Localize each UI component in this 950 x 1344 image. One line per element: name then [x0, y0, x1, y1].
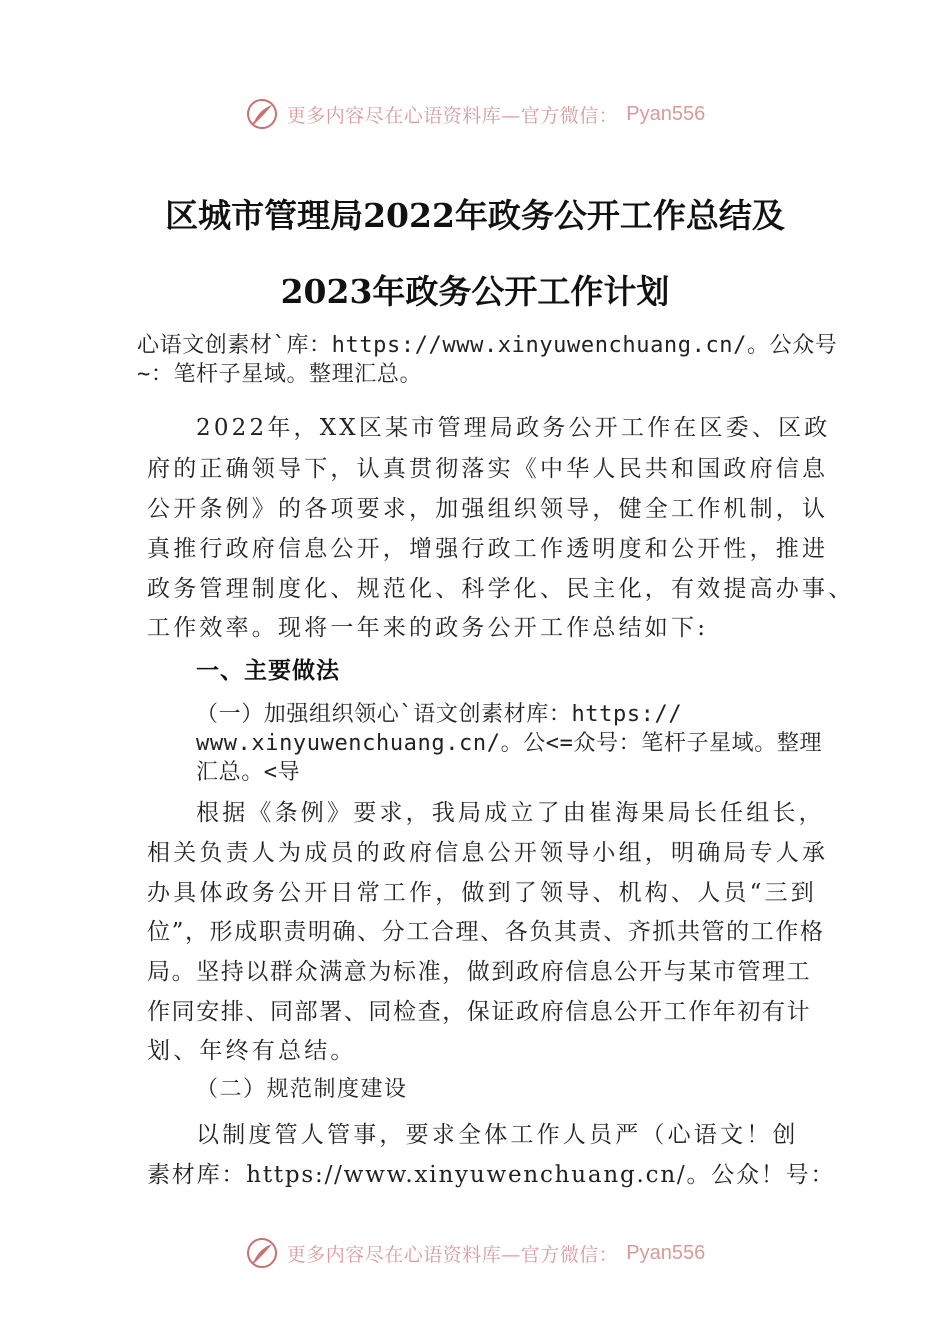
footer-banner — [0, 1233, 950, 1273]
intro-line: 府的正确领导下，认真贯彻落实《中华人民共和国政府信息 — [147, 456, 829, 482]
document-title-line-2: 2023年政务公开工作计划 — [280, 272, 670, 311]
subsection-1-line-2: www.xinyuwenchuang.cn/。公<=众号：笔杆子星域。整理 — [196, 731, 823, 756]
paragraph-2-line: 素材库：https://www.xinyuwenchuang.cn/。公众！号： — [147, 1162, 836, 1188]
banner-text: 更多内容尽在心语资料库—官方微信： — [286, 104, 619, 127]
source-note-line-2: ~：笔杆子星域。整理汇总。 — [137, 362, 423, 387]
intro-line: 政务管理制度化、规范化、科学化、民主化，有效提高办事、 — [147, 576, 855, 602]
intro-line: 工作效率。现将一年来的政务公开工作总结如下: — [147, 615, 709, 641]
intro-line: 公开条例》的各项要求，加强组织领导，健全工作机制，认 — [147, 496, 829, 522]
paragraph-1-line: 相关负责人为成员的政府信息公开领导小组，明确局专人承 — [147, 840, 829, 866]
source-note-line-1: 心语文创素材`库：https://www.xinyuwenchuang.cn/。公众号 — [137, 333, 838, 358]
paragraph-1-line: 根据《条例》要求，我局成立了由崔海果局长任组长， — [196, 800, 825, 826]
paragraph-1-line: 局。坚持以群众满意为标准，做到政府信息公开与某市管理工 — [147, 959, 812, 985]
paragraph-1-line: 位”，形成职责明确、分工合理、各负其责、齐抓共管的工作格 — [147, 919, 825, 945]
header-banner — [0, 94, 950, 134]
banner-text: 更多内容尽在心语资料库—官方微信： — [286, 1243, 619, 1266]
subsection-1-line-1: （一）加强组织领心`语文创素材库：https:// — [196, 702, 683, 727]
paragraph-1-line: 办具体政务公开日常工作，做到了领导、机构、人员“三到 — [147, 880, 817, 906]
subsection-2-heading: （二）规范制度建设 — [196, 1077, 408, 1102]
paragraph-1-line: 划、年终有总结。 — [147, 1038, 357, 1064]
banner-wechat-handle: Pyan556 — [626, 1241, 706, 1264]
banner-wechat-handle: Pyan556 — [626, 102, 706, 125]
subsection-1-line-3: 汇总。<导 — [196, 760, 301, 785]
document-title-line-1: 区城市管理局2022年政务公开工作总结及 — [165, 196, 785, 235]
paragraph-1-line: 作同安排、同部署、同检查，保证政府信息公开工作年初有计 — [147, 999, 812, 1025]
feather-logo-icon — [245, 97, 279, 131]
feather-logo-icon — [245, 1236, 279, 1270]
section-heading-main-practices: 一、主要做法 — [196, 658, 340, 684]
intro-line: 真推行政府信息公开，增强行政工作透明度和公开性，推进 — [147, 536, 829, 562]
paragraph-2-line: 以制度管人管事，要求全体工作人员严（心语文！创 — [196, 1122, 799, 1148]
intro-line: 2022年，XX区某市管理局政务公开工作在区委、区政 — [196, 415, 831, 441]
